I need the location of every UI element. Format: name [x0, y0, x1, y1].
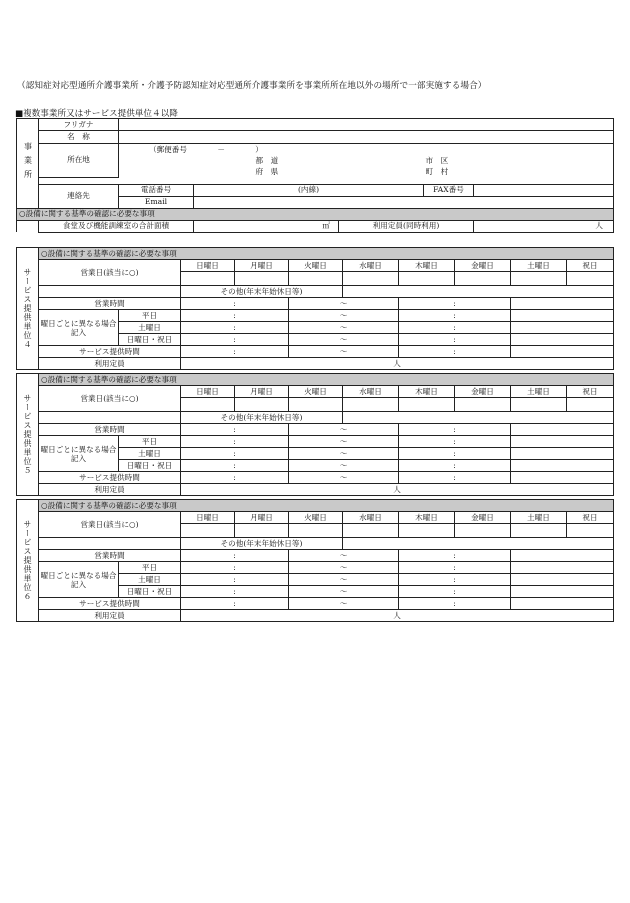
- start-time[interactable]: :: [181, 562, 289, 574]
- end-time[interactable]: :: [399, 322, 511, 334]
- day-mark-field[interactable]: [289, 272, 343, 286]
- end-time[interactable]: :: [399, 298, 511, 310]
- start-time[interactable]: :: [181, 448, 289, 460]
- day-mark-field[interactable]: [235, 398, 289, 412]
- page-note: （認知症対応型通所介護事業所・介護予防認知症対応型通所介護事業所を事業所所在地以外の場所で一部実施する場合）: [17, 81, 487, 91]
- end-time[interactable]: :: [399, 472, 511, 484]
- byday-label: 曜日ごとに異なる場合記入: [39, 310, 119, 346]
- time-separator: ～: [289, 346, 399, 358]
- fax-field[interactable]: [474, 184, 614, 196]
- start-time[interactable]: :: [181, 586, 289, 598]
- day-header: 土曜日: [511, 260, 567, 272]
- day-header: 土曜日: [511, 512, 567, 524]
- day-header: 火曜日: [289, 512, 343, 524]
- service-time-label: サービス提供時間: [39, 472, 181, 484]
- unit-capacity-field[interactable]: 人: [181, 610, 614, 622]
- day-mark-field[interactable]: [289, 398, 343, 412]
- facility-capacity-label: 利用定員(同時利用): [339, 220, 474, 232]
- day-header: 木曜日: [399, 260, 455, 272]
- day-mark-field[interactable]: [567, 272, 614, 286]
- prefecture-bottom: 府 県: [255, 166, 279, 176]
- time-separator: ～: [289, 448, 399, 460]
- unit-side-label: サービス提供単位４: [17, 248, 39, 370]
- email-field[interactable]: [194, 196, 614, 208]
- day-mark-field[interactable]: [511, 524, 567, 538]
- time-separator: ～: [289, 586, 399, 598]
- ext-label[interactable]: (内線): [194, 184, 424, 196]
- time-blank[interactable]: [511, 460, 614, 472]
- day-mark-field[interactable]: [455, 272, 511, 286]
- day-mark-field[interactable]: [455, 524, 511, 538]
- other-days-label: その他(年末年始休日等): [181, 286, 343, 298]
- start-time[interactable]: :: [181, 310, 289, 322]
- postal-code[interactable]: （郵便番号 － ）: [119, 144, 614, 156]
- end-time[interactable]: :: [399, 562, 511, 574]
- start-time[interactable]: :: [181, 574, 289, 586]
- time-blank[interactable]: [511, 562, 614, 574]
- business-days-label: 営業日(該当に○): [39, 512, 181, 538]
- day-header: 金曜日: [455, 512, 511, 524]
- day-mark-field[interactable]: [511, 398, 567, 412]
- start-time[interactable]: :: [181, 472, 289, 484]
- time-blank[interactable]: [511, 436, 614, 448]
- start-time[interactable]: :: [181, 298, 289, 310]
- time-blank[interactable]: [511, 550, 614, 562]
- area-label: 食堂及び機能訓練室の合計面積: [39, 220, 194, 232]
- time-separator: ～: [289, 550, 399, 562]
- other-days-label: その他(年末年始休日等): [181, 412, 343, 424]
- other-days-field[interactable]: [343, 538, 614, 550]
- day-header: 金曜日: [455, 260, 511, 272]
- day-mark-field[interactable]: [511, 272, 567, 286]
- business-days-label: 営業日(該当に○): [39, 386, 181, 412]
- hours-label: 営業時間: [39, 298, 181, 310]
- hours-label: 営業時間: [39, 424, 181, 436]
- hours-label: 営業時間: [39, 550, 181, 562]
- day-mark-field[interactable]: [455, 398, 511, 412]
- furigana-label: フリガナ: [39, 119, 119, 131]
- unit-capacity-field[interactable]: 人: [181, 484, 614, 496]
- time-separator: ～: [289, 472, 399, 484]
- time-separator: ～: [289, 322, 399, 334]
- day-header: 祝日: [567, 260, 614, 272]
- day-header: 木曜日: [399, 386, 455, 398]
- facility-capacity-unit[interactable]: 人: [474, 220, 614, 232]
- day-header: 水曜日: [343, 512, 399, 524]
- prefecture-top: 都 道: [255, 155, 279, 165]
- city-top: 市 区: [425, 155, 449, 165]
- end-time[interactable]: :: [399, 550, 511, 562]
- sunhol-label: 日曜日・祝日: [119, 334, 181, 346]
- byday-label: 曜日ごとに異なる場合記入: [39, 436, 119, 472]
- weekday-label: 平日: [119, 562, 181, 574]
- end-time[interactable]: :: [399, 586, 511, 598]
- unit-capacity-label: 利用定員: [39, 610, 181, 622]
- end-time[interactable]: :: [399, 574, 511, 586]
- other-days-field[interactable]: [343, 286, 614, 298]
- area-unit[interactable]: ㎡: [194, 220, 339, 232]
- time-separator: ～: [289, 562, 399, 574]
- time-blank[interactable]: [511, 448, 614, 460]
- time-blank[interactable]: [511, 424, 614, 436]
- contact-label: 連絡先: [39, 184, 119, 208]
- start-time[interactable]: :: [181, 334, 289, 346]
- day-header: 水曜日: [343, 260, 399, 272]
- office-side-label: 事業所: [17, 119, 39, 209]
- time-separator: ～: [289, 334, 399, 346]
- end-time[interactable]: :: [399, 448, 511, 460]
- city-bottom: 町 村: [425, 166, 449, 176]
- time-separator: ～: [289, 310, 399, 322]
- weekday-label: 平日: [119, 436, 181, 448]
- time-blank[interactable]: [511, 310, 614, 322]
- start-time[interactable]: :: [181, 460, 289, 472]
- name-label: 名 称: [39, 131, 119, 144]
- time-blank[interactable]: [511, 334, 614, 346]
- other-days-field[interactable]: [343, 412, 614, 424]
- saturday-label: 土曜日: [119, 574, 181, 586]
- byday-label: 曜日ごとに異なる場合記入: [39, 562, 119, 598]
- day-mark-field[interactable]: [343, 398, 399, 412]
- day-mark-field[interactable]: [343, 272, 399, 286]
- end-time[interactable]: :: [399, 436, 511, 448]
- weekday-label: 平日: [119, 310, 181, 322]
- time-separator: ～: [289, 598, 399, 610]
- service-unit-table: [16, 499, 614, 622]
- day-header: 水曜日: [343, 386, 399, 398]
- day-header: 月曜日: [235, 386, 289, 398]
- furigana-field[interactable]: [119, 119, 614, 131]
- start-time[interactable]: :: [181, 322, 289, 334]
- unit-req-title: ○設備に関する基準の確認に必要な事項: [39, 248, 614, 260]
- day-mark-field[interactable]: [181, 398, 235, 412]
- day-mark-field[interactable]: [289, 524, 343, 538]
- day-header: 月曜日: [235, 260, 289, 272]
- unit-side-label: サービス提供単位５: [17, 374, 39, 496]
- start-time[interactable]: :: [181, 424, 289, 436]
- end-time[interactable]: :: [399, 346, 511, 358]
- day-mark-field[interactable]: [399, 524, 455, 538]
- fax-label: FAX番号: [424, 184, 474, 196]
- address-label: 所在地: [39, 144, 119, 178]
- day-mark-field[interactable]: [181, 272, 235, 286]
- unit-side-label: サービス提供単位６: [17, 500, 39, 622]
- service-unit-table: [16, 373, 614, 496]
- service-time-label: サービス提供時間: [39, 598, 181, 610]
- day-header: 日曜日: [181, 386, 235, 398]
- end-time[interactable]: :: [399, 424, 511, 436]
- office-table: [16, 118, 614, 233]
- day-mark-field[interactable]: [399, 398, 455, 412]
- saturday-label: 土曜日: [119, 448, 181, 460]
- time-blank[interactable]: [511, 598, 614, 610]
- start-time[interactable]: :: [181, 346, 289, 358]
- time-separator: ～: [289, 436, 399, 448]
- day-header: 木曜日: [399, 512, 455, 524]
- service-time-label: サービス提供時間: [39, 346, 181, 358]
- other-days-label: その他(年末年始休日等): [181, 538, 343, 550]
- start-time[interactable]: :: [181, 598, 289, 610]
- day-mark-field[interactable]: [399, 272, 455, 286]
- day-header: 金曜日: [455, 386, 511, 398]
- day-mark-field[interactable]: [235, 272, 289, 286]
- day-mark-field[interactable]: [235, 524, 289, 538]
- name-field[interactable]: [119, 131, 614, 144]
- end-time[interactable]: :: [399, 334, 511, 346]
- time-blank[interactable]: [511, 346, 614, 358]
- end-time[interactable]: :: [399, 460, 511, 472]
- phone-label: 電話番号: [119, 184, 194, 196]
- end-time[interactable]: :: [399, 310, 511, 322]
- service-unit-table: [16, 247, 614, 370]
- start-time[interactable]: :: [181, 436, 289, 448]
- section-heading: ■複数事業所又はサービス提供単位４以降: [15, 109, 178, 119]
- day-header: 火曜日: [289, 260, 343, 272]
- business-days-label: 営業日(該当に○): [39, 260, 181, 286]
- time-blank[interactable]: [511, 574, 614, 586]
- time-blank[interactable]: [511, 472, 614, 484]
- day-mark-field[interactable]: [181, 524, 235, 538]
- unit-capacity-label: 利用定員: [39, 358, 181, 370]
- time-blank[interactable]: [511, 298, 614, 310]
- day-header: 祝日: [567, 512, 614, 524]
- time-separator: ～: [289, 424, 399, 436]
- day-header: 土曜日: [511, 386, 567, 398]
- day-header: 月曜日: [235, 512, 289, 524]
- day-mark-field[interactable]: [343, 524, 399, 538]
- saturday-label: 土曜日: [119, 322, 181, 334]
- day-header: 日曜日: [181, 260, 235, 272]
- day-header: 日曜日: [181, 512, 235, 524]
- unit-req-title: ○設備に関する基準の確認に必要な事項: [39, 374, 614, 386]
- start-time[interactable]: :: [181, 550, 289, 562]
- sunhol-label: 日曜日・祝日: [119, 586, 181, 598]
- facility-title: ○設備に関する基準の確認に必要な事項: [17, 208, 614, 220]
- sunhol-label: 日曜日・祝日: [119, 460, 181, 472]
- time-separator: ～: [289, 298, 399, 310]
- day-header: 火曜日: [289, 386, 343, 398]
- day-mark-field[interactable]: [567, 524, 614, 538]
- time-blank[interactable]: [511, 586, 614, 598]
- day-mark-field[interactable]: [567, 398, 614, 412]
- end-time[interactable]: :: [399, 598, 511, 610]
- time-separator: ～: [289, 574, 399, 586]
- time-separator: ～: [289, 460, 399, 472]
- unit-capacity-label: 利用定員: [39, 484, 181, 496]
- unit-capacity-field[interactable]: 人: [181, 358, 614, 370]
- unit-req-title: ○設備に関する基準の確認に必要な事項: [39, 500, 614, 512]
- email-label: Email: [119, 196, 194, 208]
- day-header: 祝日: [567, 386, 614, 398]
- time-blank[interactable]: [511, 322, 614, 334]
